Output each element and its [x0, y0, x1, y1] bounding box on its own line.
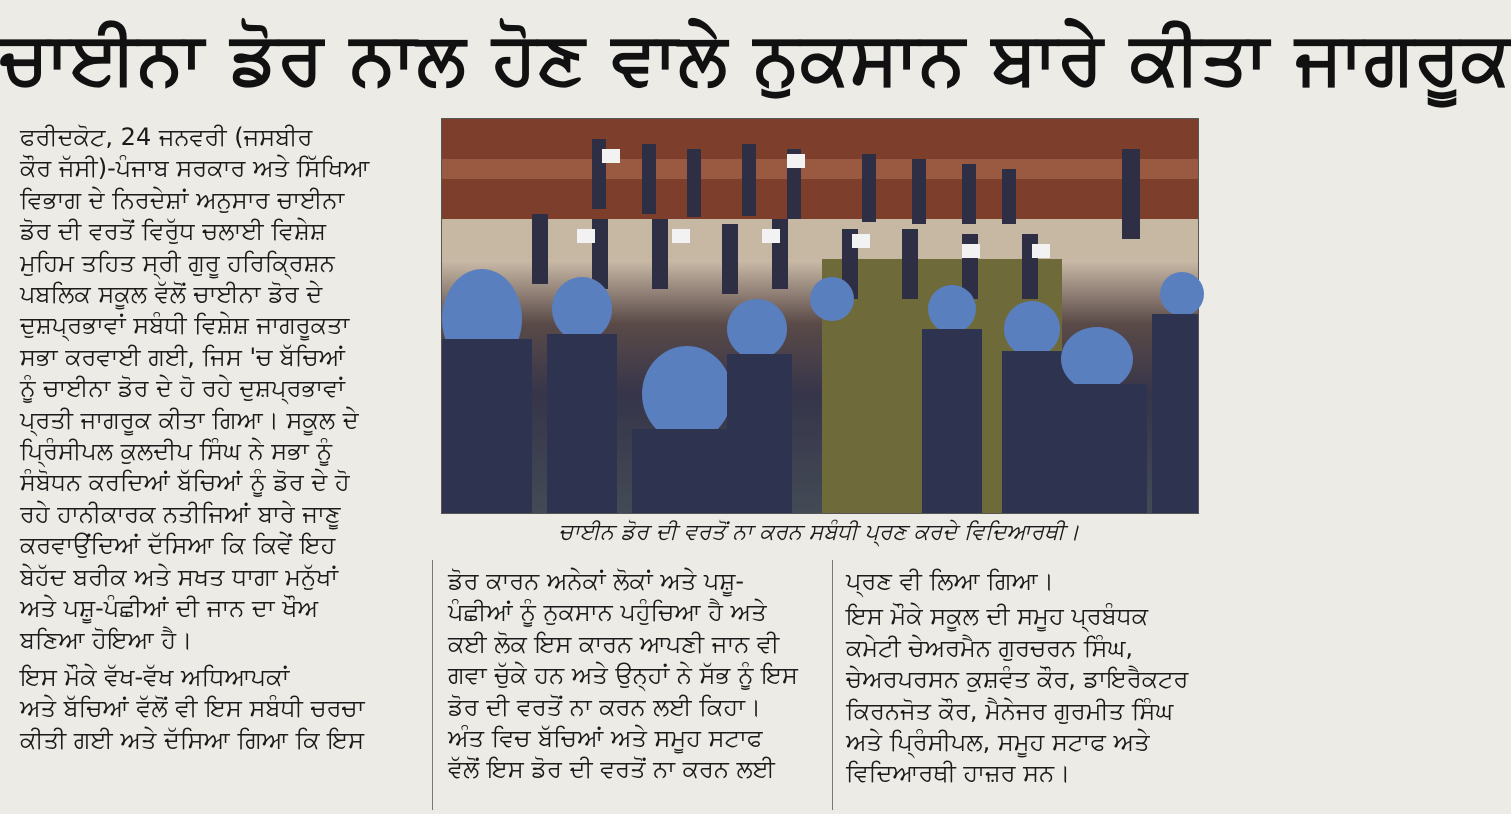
text-line: ਕੌਰ ਜੱਸੀ)-ਪੰਜਾਬ ਸਰਕਾਰ ਅਤੇ ਸਿੱਖਿਆ [20, 154, 370, 183]
text-line: ਡੋਰ ਦੀ ਵਰਤੋਂ ਨਾ ਕਰਨ ਲਈ ਕਿਹਾ। [448, 692, 762, 721]
text-line: ਡੋਰ ਦੀ ਵਰਤੋਂ ਵਿਰੁੱਧ ਚਲਾਈ ਵਿਸ਼ੇਸ਼ [20, 217, 327, 246]
text-line: ਬੇਹੱਦ ਬਰੀਕ ਅਤੇ ਸਖਤ ਧਾਗਾ ਮਨੁੱਖਾਂ [20, 562, 339, 591]
text-line: ਅਤੇ ਪ੍ਰਿੰਸੀਪਲ, ਸਮੂਹ ਸਟਾਫ ਅਤੇ [846, 728, 1150, 757]
text-line: ਮੁਹਿਮ ਤਹਿਤ ਸ੍ਰੀ ਗੁਰੂ ਹਰਿਕ੍ਰਿਸ਼ਨ [20, 248, 335, 277]
text-line: ਪ੍ਰਤੀ ਜਾਗਰੂਕ ਕੀਤਾ ਗਿਆ। ਸਕੂਲ ਦੇ [20, 405, 359, 434]
text-line: ਪੰਛੀਆਂ ਨੂੰ ਨੁਕਸਾਨ ਪਹੁੰਚਿਆ ਹੈ ਅਤੇ [448, 598, 767, 627]
text-line: ਫਰੀਦਕੋਟ, 24 ਜਨਵਰੀ (ਜਸਬੀਰ [20, 123, 313, 151]
text-line: ਪ੍ਰਿੰਸੀਪਲ ਕੁਲਦੀਪ ਸਿੰਘ ਨੇ ਸਭਾ ਨੂੰ [20, 437, 333, 466]
text-line: ਇਸ ਮੌਕੇ ਸਕੂਲ ਦੀ ਸਮੂਹ ਪ੍ਰਬੰਧਕ [846, 602, 1149, 631]
article-column-2 [448, 566, 818, 786]
text-line: ਕਮੇਟੀ ਚੇਅਰਮੈਨ ਗੁਰਚਰਨ ਸਿੰਘ, [846, 633, 1133, 662]
column-divider [432, 560, 433, 810]
text-line: ਵਿਦਿਆਰਥੀ ਹਾਜ਼ਰ ਸਨ। [846, 759, 1071, 788]
text-line: ਪਬਲਿਕ ਸਕੂਲ ਵੱਲੋਂ ਚਾਈਨਾ ਡੋਰ ਦੇ [20, 280, 323, 309]
paragraph-2 [20, 662, 420, 756]
article-column-3 [846, 566, 1216, 790]
students-assembly-photo [442, 119, 1198, 513]
text-line: ਵੱਲੋਂ ਇਸ ਡੋਰ ਦੀ ਵਰਤੋਂ ਨਾ ਕਰਨ ਲਈ [448, 755, 775, 784]
text-line: ਚੇਅਰਪਰਸਨ ਕੁਸ਼ਵੰਤ ਕੌਰ, ਡਾਇਰੈਕਟਰ [846, 665, 1189, 694]
text-line: ਕਿਰਨਜੋਤ ਕੌਰ, ਮੈਨੇਜਰ ਗੁਰਮੀਤ ਸਿੰਘ [846, 696, 1174, 725]
text-line: ਸਭਾ ਕਰਵਾਈ ਗਈ, ਜਿਸ 'ਚ ਬੱਚਿਆਂ [20, 342, 345, 371]
text-line: ਅੰਤ ਵਿਚ ਬੱਚਿਆਂ ਅਤੇ ਸਮੂਹ ਸਟਾਫ [448, 724, 763, 753]
text-line: ਵਿਭਾਗ ਦੇ ਨਿਰਦੇਸ਼ਾਂ ਅਨੁਸਾਰ ਚਾਈਨਾ [20, 185, 345, 214]
text-line: ਰਹੇ ਹਾਨੀਕਾਰਕ ਨਤੀਜਿਆਂ ਬਾਰੇ ਜਾਣੂ [20, 499, 341, 528]
text-line: ਸੰਬੋਧਨ ਕਰਦਿਆਂ ਬੱਚਿਆਂ ਨੂੰ ਡੋਰ ਦੇ ਹੋ [20, 468, 350, 497]
paragraph-1 [846, 566, 1216, 597]
text-line: ਕੀਤੀ ਗਈ ਅਤੇ ਦੱਸਿਆ ਗਿਆ ਕਿ ਇਸ [20, 725, 365, 754]
text-line: ਪ੍ਰਣ ਵੀ ਲਿਆ ਗਿਆ। [846, 567, 1054, 595]
text-line: ਗਵਾ ਚੁੱਕੇ ਹਨ ਅਤੇ ਉਨ੍ਹਾਂ ਨੇ ਸੱਭ ਨੂੰ ਇਸ [448, 661, 798, 690]
text-line: ਡੋਰ ਕਾਰਨ ਅਨੇਕਾਂ ਲੋਕਾਂ ਅਤੇ ਪਸ਼ੂ- [448, 567, 745, 595]
text-line: ਕਈ ਲੋਕ ਇਸ ਕਾਰਨ ਆਪਣੀ ਜਾਨ ਵੀ [448, 629, 780, 658]
photo-caption: ਚਾਈਨ ਡੋਰ ਦੀ ਵਰਤੋਂ ਨਾ ਕਰਨ ਸਬੰਧੀ ਪ੍ਰਣ ਕਰਦੇ ਵਿਦਿਆਰਥੀ। [558, 520, 1080, 545]
text-line: ਕਰਵਾਉਂਦਿਆਂ ਦੱਸਿਆ ਕਿ ਕਿਵੇਂ ਇਹ [20, 531, 336, 560]
column-divider [832, 560, 833, 810]
news-photo [441, 118, 1199, 514]
text-line: ਅਤੇ ਪਸ਼ੂ-ਪੰਛੀਆਂ ਦੀ ਜਾਨ ਦਾ ਖੌਅ [20, 594, 319, 623]
text-line: ਅਤੇ ਬੱਚਿਆਂ ਵੱਲੋਂ ਵੀ ਇਸ ਸਬੰਧੀ ਚਰਚਾ [20, 694, 365, 723]
article-headline: ਚਾਈਨਾ ਡੋਰ ਨਾਲ ਹੋਣ ਵਾਲੇ ਨੁਕਸਾਨ ਬਾਰੇ ਕੀਤਾ ਜਾਗਰੂਕ [0, 16, 1511, 100]
paragraph-2 [846, 601, 1216, 789]
paragraph-1 [20, 122, 420, 656]
paragraph [448, 566, 818, 786]
text-line: ਇਸ ਮੌਕੇ ਵੱਖ-ਵੱਖ ਅਧਿਆਪਕਾਂ [20, 662, 290, 691]
text-line: ਨੂੰ ਚਾਈਨਾ ਡੋਰ ਦੇ ਹੋ ਰਹੇ ਦੁਸ਼ਪ੍ਰਭਾਵਾਂ [20, 374, 345, 403]
article-column-1 [20, 122, 420, 756]
text-line: ਬਣਿਆ ਹੋਇਆ ਹੈ। [20, 625, 193, 654]
text-line: ਦੁਸ਼ਪ੍ਰਭਾਵਾਂ ਸਬੰਧੀ ਵਿਸ਼ੇਸ਼ ਜਾਗਰੂਕਤਾ [20, 311, 350, 340]
